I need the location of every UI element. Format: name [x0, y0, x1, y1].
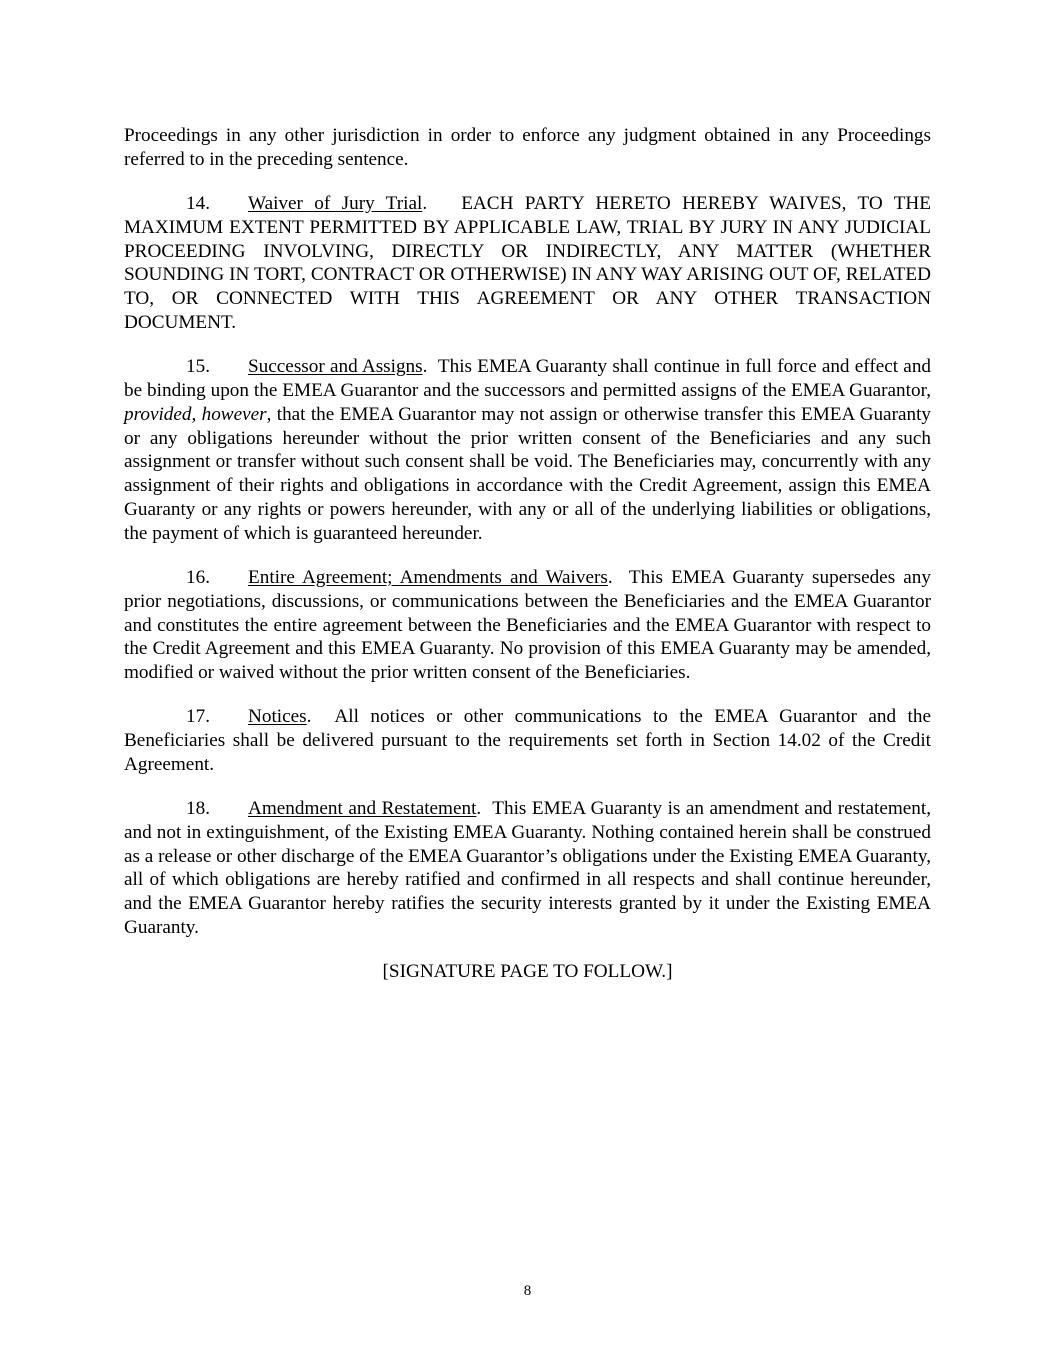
section-number: 17. [186, 706, 210, 728]
signature-page-note: [SIGNATURE PAGE TO FOLLOW.] [382, 961, 673, 983]
section-number: 14. [186, 192, 210, 214]
continuation-paragraph: Proceedings in any other jurisdiction in order to enforce any judgment obtained in any Proceedings referred to in the preceding sentence. [124, 125, 931, 170]
section-15-paragraph: 15. Successor and Assigns. This EMEA Guaranty shall continue in full force and effect and be binding upon the EMEA Guarantor and the successors and permitted assigns of the EMEA Guarantor, provided, however, that the EMEA Guarantor may not assign or otherwise transfer this EMEA Guaranty or any obligations hereunder without the prior written consent of the Beneficiaries and any such assignment or transfer without such consent shall be void. The Beneficiaries may, concurrently with any assignment of their rights and obligations in accordance with the Credit Agreement, assign this EMEA Guaranty or any rights or powers hereunder, with any or all of the underlying liabilities or obligations, the payment of which is guaranteed hereunder. [124, 356, 932, 544]
page-number: 8 [523, 1283, 532, 1299]
section-body-italic: provided, however [124, 403, 267, 425]
section-heading: Notices [248, 706, 307, 728]
section-body: This EMEA Guaranty is an amendment and restatement, and not in extinguishment, of the Existing EMEA Guaranty. Nothing contained herein shall be construed as a release or other discharge of the EMEA Guarantor’s obligations under the Existing EMEA Guaranty, all of which obligations are hereby ratified and confirmed in all respects and shall continue hereunder, and the EMEA Guarantor hereby ratifies the security interests granted by it under the Existing EMEA Guaranty. [124, 798, 931, 939]
section-body: All notices or other communications to the EMEA Guarantor and the Beneficiaries shall be delivered pursuant to the requirements set forth in Section 14.02 of the Credit Agreement. [124, 706, 931, 775]
section-18-paragraph: 18. Amendment and Restatement. This EMEA Guaranty is an amendment and restatement, and not in extinguishment, of the Existing EMEA Guaranty. Nothing contained herein shall be construed as a release or other discharge of the EMEA Guarantor’s obligations under the Existing EMEA Guaranty, all of which obligations are hereby ratified and confirmed in all respects and shall continue hereunder, and the EMEA Guarantor hereby ratifies the security interests granted by it under the Existing EMEA Guaranty. [124, 798, 931, 939]
section-body: EACH PARTY HERETO HEREBY WAIVES, TO THE MAXIMUM EXTENT PERMITTED BY APPLICABLE LAW, TRIAL BY JURY IN ANY JUDICIAL PROCEEDING INVOLVING, DIRECTLY OR INDIRECTLY, ANY MATTER (WHETHER SOUNDING IN TORT, CONTRACT OR OTHERWISE) IN ANY WAY ARISING OUT OF, RELATED TO, OR CONNECTED WITH THIS AGREEMENT OR ANY OTHER TRANSACTION DOCUMENT. [124, 192, 932, 333]
section-16-paragraph: 16. Entire Agreement; Amendments and Waivers. This EMEA Guaranty supersedes any prior negotiations, discussions, or communications between the Beneficiaries and the EMEA Guarantor and constitutes the entire agreement between the Beneficiaries and the EMEA Guarantor with respect to the Credit Agreement and this EMEA Guaranty. No provision of this EMEA Guaranty may be amended, modified or waived without the prior written consent of the Beneficiaries. [124, 566, 931, 684]
document-page [124, 124, 931, 1004]
section-body: This EMEA Guaranty shall continue in full force and effect and be binding upon the EMEA Guarantor and the successors and permitted assigns of the EMEA Guarantor, [124, 356, 932, 401]
section-heading: Waiver of Jury Trial [248, 192, 423, 214]
section-body-continued: , that the EMEA Guarantor may not assign or otherwise transfer this EMEA Guaranty or any obligations hereunder without the prior written consent of the Beneficiaries and any such assignment or transfer without such consent shall be void. The Beneficiaries may, concurrently with any assignment of their rights and obligations in accordance with the Credit Agreement, assign this EMEA Guaranty or any rights or powers hereunder, with any or all of the underlying liabilities or obligations, the payment of which is guaranteed hereunder. [124, 403, 931, 544]
section-heading: Successor and Assigns [248, 356, 423, 378]
section-number: 16. [186, 566, 210, 588]
section-body: This EMEA Guaranty supersedes any prior negotiations, discussions, or communications between the Beneficiaries and the EMEA Guarantor and constitutes the entire agreement between the Beneficiaries and the EMEA Guarantor with respect to the Credit Agreement and this EMEA Guaranty. No provision of this EMEA Guaranty may be amended, modified or waived without the prior written consent of the Beneficiaries. [124, 566, 931, 684]
section-14-paragraph: 14. Waiver of Jury Trial. EACH PARTY HERETO HEREBY WAIVES, TO THE MAXIMUM EXTENT PERMITTED BY APPLICABLE LAW, TRIAL BY JURY IN ANY JUDICIAL PROCEEDING INVOLVING, DIRECTLY OR INDIRECTLY, ANY MATTER (WHETHER SOUNDING IN TORT, CONTRACT OR OTHERWISE) IN ANY WAY ARISING OUT OF, RELATED TO, OR CONNECTED WITH THIS AGREEMENT OR ANY OTHER TRANSACTION DOCUMENT. [124, 192, 932, 333]
section-17-paragraph: 17. Notices. All notices or other communications to the EMEA Guarantor and the Beneficiaries shall be delivered pursuant to the requirements set forth in Section 14.02 of the Credit Agreement. [124, 706, 931, 775]
section-heading: Amendment and Restatement [248, 798, 477, 820]
section-number: 18. [186, 798, 210, 820]
section-heading: Entire Agreement; Amendments and Waivers [248, 566, 608, 588]
section-number: 15. [186, 356, 210, 378]
